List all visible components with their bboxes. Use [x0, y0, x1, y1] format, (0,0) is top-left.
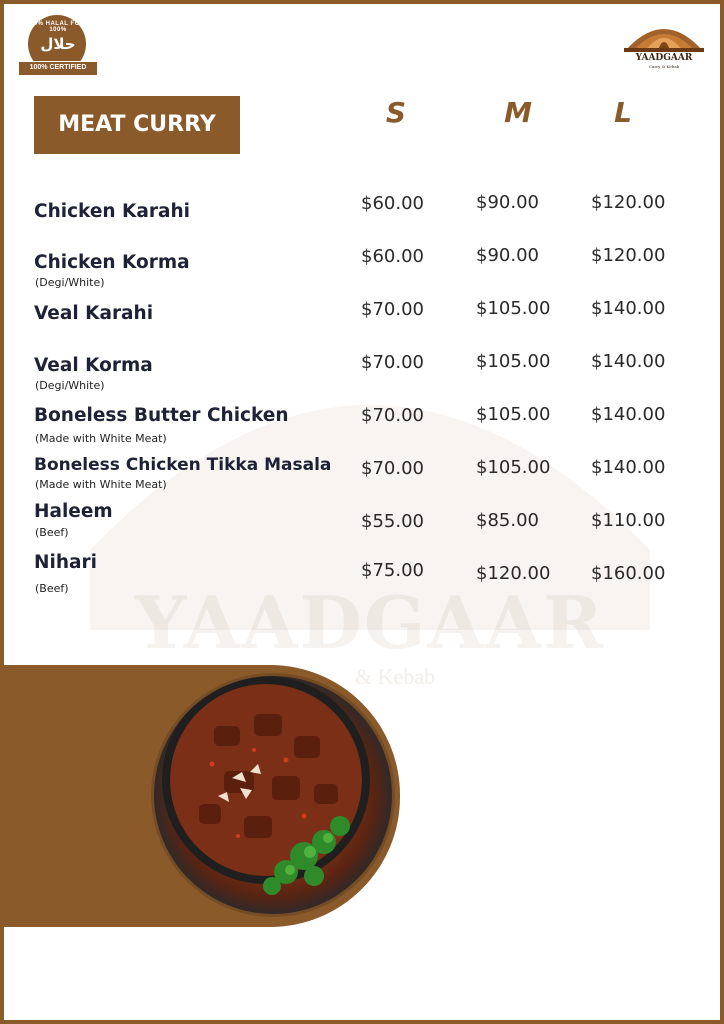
price-small: $60.00 — [361, 193, 424, 214]
brand-logo — [622, 14, 706, 70]
watermark-brand-sub: & Kebab — [355, 664, 436, 689]
price-small: $75.00 — [361, 560, 424, 581]
price-large: $140.00 — [591, 404, 666, 425]
price-medium: $90.00 — [476, 192, 539, 213]
price-small: $55.00 — [361, 511, 424, 532]
size-header-medium: M — [504, 96, 532, 129]
section-title: MEAT CURRY — [34, 96, 240, 154]
halal-arabic-text: حلال — [40, 36, 76, 53]
price-small: $70.00 — [361, 405, 424, 426]
dome-logo-icon — [622, 14, 706, 54]
price-medium: $105.00 — [476, 351, 551, 372]
menu-item-note: (Degi/White) — [35, 379, 105, 392]
price-large: $160.00 — [591, 563, 666, 584]
price-medium: $105.00 — [476, 298, 551, 319]
menu-item-name: Nihari — [34, 552, 97, 573]
price-medium: $90.00 — [476, 245, 539, 266]
menu-item-name: Boneless Butter Chicken — [34, 405, 289, 426]
menu-item-note: (Degi/White) — [35, 276, 105, 289]
menu-item-name: Veal Karahi — [34, 303, 154, 324]
menu-item-note: (Beef) — [35, 526, 69, 539]
menu-item-name: Boneless Chicken Tikka Masala — [34, 455, 332, 475]
menu-item-note: (Made with White Meat) — [35, 432, 167, 445]
price-large: $140.00 — [591, 351, 666, 372]
halal-certified-label: 100% CERTIFIED — [19, 61, 97, 75]
logo-brand-sub: Curry & Kebab — [648, 64, 680, 69]
price-large: $120.00 — [591, 192, 666, 213]
watermark-brand-name: YAADGAAR — [134, 580, 605, 665]
size-header-small: S — [385, 96, 407, 129]
price-small: $70.00 — [361, 352, 424, 373]
halal-certified-badge — [19, 15, 97, 73]
menu-item-name: Chicken Karahi — [34, 201, 190, 222]
price-medium: $105.00 — [476, 457, 551, 478]
price-large: $120.00 — [591, 245, 666, 266]
logo-brand-name: YAADGAAR — [635, 53, 693, 63]
size-header-large: L — [614, 96, 632, 129]
curry-dish-illustration — [154, 676, 392, 914]
menu-item-name: Veal Korma — [34, 355, 153, 376]
menu-item-note: (Beef) — [35, 582, 69, 595]
menu-item-note: (Made with White Meat) — [35, 478, 167, 491]
price-large: $110.00 — [591, 510, 666, 531]
halal-ring-text: 100% HALAL FOOD 100% — [26, 21, 90, 33]
curry-dish-image — [154, 676, 392, 914]
price-medium: $85.00 — [476, 510, 539, 531]
price-medium: $105.00 — [476, 404, 551, 425]
menu-item-name: Chicken Korma — [34, 252, 190, 273]
price-large: $140.00 — [591, 298, 666, 319]
price-medium: $120.00 — [476, 563, 551, 584]
menu-item-name: Haleem — [34, 501, 113, 522]
price-large: $140.00 — [591, 457, 666, 478]
price-small: $60.00 — [361, 246, 424, 267]
price-small: $70.00 — [361, 458, 424, 479]
price-small: $70.00 — [361, 299, 424, 320]
